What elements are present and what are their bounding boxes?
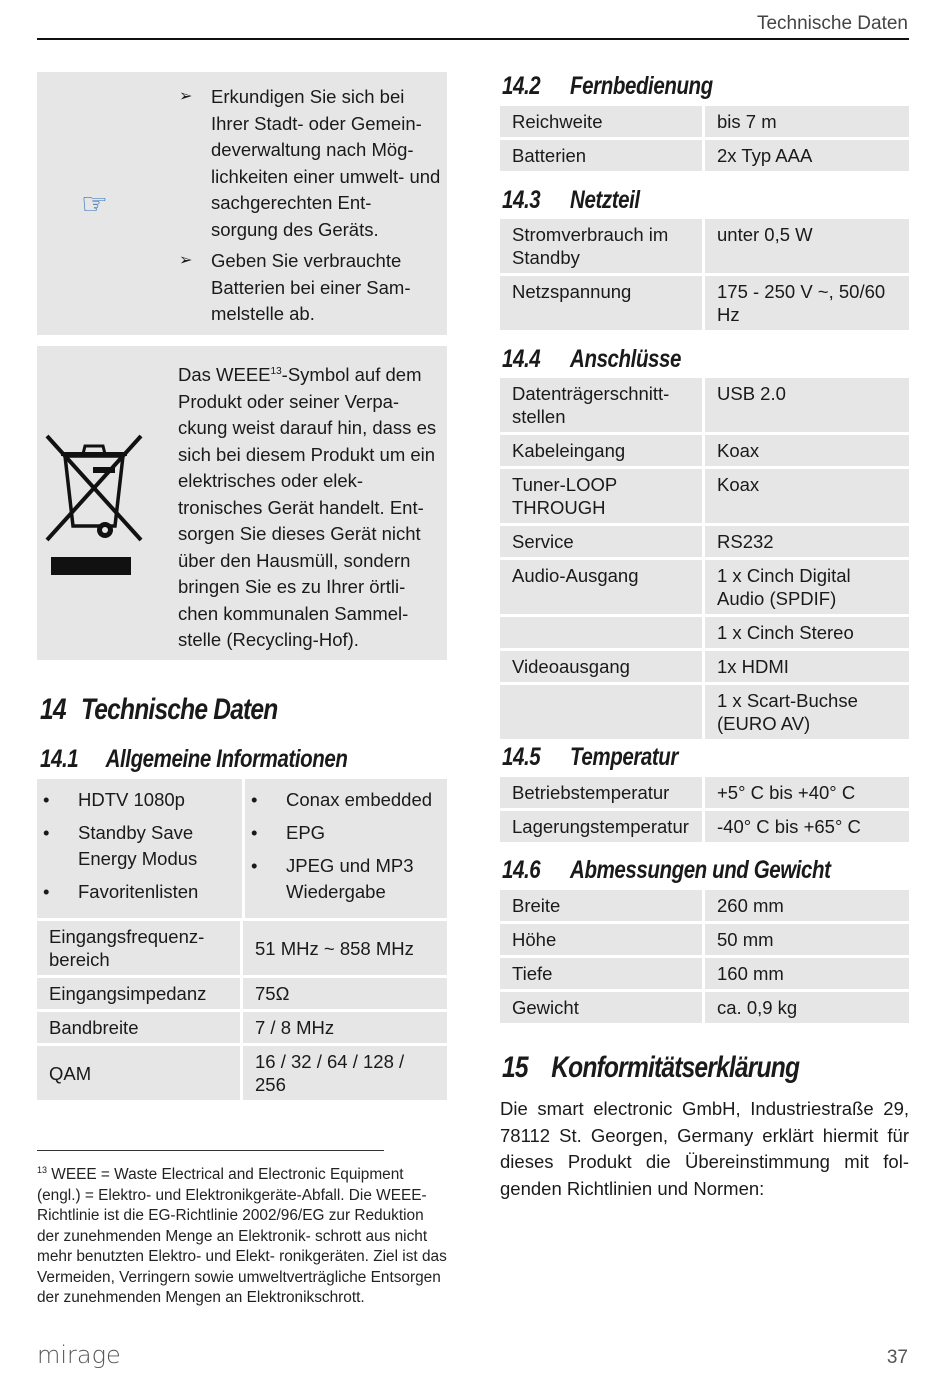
- remote-specs: [500, 103, 909, 174]
- list-item: • Standby Save Energy Modus: [43, 820, 234, 872]
- table-row: Batterien 2x Typ AAA: [500, 140, 909, 171]
- weee-note: [37, 346, 447, 660]
- table-row: Breite 260 mm: [500, 890, 909, 921]
- psu-specs: [500, 216, 909, 333]
- section-heading-14-3: 14.3 Netzteil: [502, 186, 640, 214]
- table-row: Datenträgerschnitt- stellen USB 2.0: [500, 378, 909, 432]
- mirage-logo: mirage: [37, 1341, 121, 1369]
- section-heading-14-6: 14.6 Abmessungen und Gewicht: [502, 856, 831, 884]
- footnote: $^{13}$ WEEE = Waste Electrical and Electronic Equipment (engl.) = Elektro- und Elektronikgeräte-Abfall. Die WEEE-Richtlinie ist die EG-Richtlinie 2002/96/EG zur Reduktion der zunehmenden Menge an Elektronik- schrott aus nicht mehr benutzten Elektro- und Elekt- ronikgeräten. Ziel ist das Vermeiden, Verringern sowie umweltverträgliche Entsorgen der zunehmenden Mengen an Elektronikschrott.: [37, 1165, 447, 1307]
- footnote-ref[interactable]: 13: [270, 366, 282, 377]
- list-item: ➢ Geben Sie verbrauchte Batterien bei einer Sam- melstelle ab.: [179, 250, 411, 324]
- table-row: Betriebstemperatur +5° C bis +40° C: [500, 777, 909, 808]
- table-row: Stromverbrauch im Standby unter 0,5 W: [500, 219, 909, 273]
- table-row: 1 x Cinch Stereo: [500, 617, 909, 648]
- table-row: Netzspannung 175 - 250 V ~, 50/60 Hz: [500, 276, 909, 330]
- general-specs: [37, 918, 447, 1103]
- weee-text: Das WEEE$^{13}$-Symbol auf dem Produkt oder seiner Verpa- ckung weist darauf hin, dass es sich bei diesem Produkt um ein elektrisches oder elek- tronisches Gerät handelt. Ent- sorgen Sie dieses Gerät nicht über den Hausmüll, sondern bringen Sie es zu Ihrer örtli- chen kommunalen Sammel- stelle (Recycling-Hof).: [178, 364, 437, 651]
- list-item: ➢ Erkundigen Sie sich bei Ihrer Stadt- oder Gemein- deverwaltung nach Mög- lichkeiten einer umwelt- und sachgerechten Ent- sorgung des Geräts.: [179, 86, 441, 240]
- general-info-table: [37, 779, 447, 1103]
- arrow-bullet-icon: ➢: [179, 88, 193, 105]
- table-row: Videoausgang 1x HDMI: [500, 651, 909, 682]
- table-row: Eingangsfrequenz- bereich 51 MHz ~ 858 MHz: [37, 921, 447, 975]
- temperature-specs: [500, 774, 909, 845]
- section-heading-14: 14 Technische Daten: [40, 693, 278, 726]
- pointing-hand-icon: ☞: [81, 188, 108, 221]
- dimensions-specs: [500, 887, 909, 1026]
- table-row: Tiefe 160 mm: [500, 958, 909, 989]
- list-item: • Favoritenlisten: [43, 879, 234, 905]
- table-row: Bandbreite 7 / 8 MHz: [37, 1012, 447, 1043]
- running-header: Technische Daten: [756, 13, 908, 34]
- arrow-bullet-icon: ➢: [179, 252, 193, 269]
- section-heading-14-4: 14.4 Anschlüsse: [502, 345, 682, 373]
- table-row: Kabeleingang Koax: [500, 435, 909, 466]
- connectors-specs: [500, 375, 909, 742]
- page-number: 37: [886, 1347, 908, 1368]
- conformity-text: Die smart electronic GmbH, Industriestraße 29, 78112 St. Georgen, Germany erklärt hiermit für dieses Produkt die Übereinstimmung mit fol- genden Richtlinien und Normen:: [500, 1098, 909, 1199]
- list-item: • JPEG und MP3 Wiedergabe: [251, 853, 439, 905]
- table-row: Reichweite bis 7 m: [500, 106, 909, 137]
- table-row: Eingangsimpedanz 75Ω: [37, 978, 447, 1009]
- table-row: QAM 16 / 32 / 64 / 128 / 256: [37, 1046, 447, 1100]
- list-item: • HDTV 1080p: [43, 787, 234, 813]
- section-heading-14-5: 14.5 Temperatur: [502, 743, 678, 771]
- feature-list-left: [37, 779, 242, 918]
- list-item: • Conax embedded: [251, 787, 439, 813]
- list-item: • EPG: [251, 820, 439, 846]
- table-row: Service RS232: [500, 526, 909, 557]
- footnote-rule: [37, 1150, 384, 1151]
- table-row: Lagerungstemperatur -40° C bis +65° C: [500, 811, 909, 842]
- section-heading-14-1: 14.1 Allgemeine Informationen: [40, 745, 348, 773]
- feature-list-right: [245, 779, 447, 918]
- table-row: Gewicht ca. 0,9 kg: [500, 992, 909, 1023]
- table-row: Tuner-LOOP THROUGH Koax: [500, 469, 909, 523]
- section-heading-15: 15 Konformitätserklärung: [502, 1051, 800, 1084]
- header-rule: [37, 38, 909, 40]
- crossed-out-wheelie-bin-icon: [43, 430, 147, 580]
- disposal-list: [179, 84, 441, 333]
- disposal-note: [37, 72, 447, 335]
- table-row: 1 x Scart-Buchse (EURO AV): [500, 685, 909, 739]
- table-row: Audio-Ausgang 1 x Cinch Digital Audio (SPDIF): [500, 560, 909, 614]
- table-row: Höhe 50 mm: [500, 924, 909, 955]
- section-heading-14-2: 14.2 Fernbedienung: [502, 72, 713, 100]
